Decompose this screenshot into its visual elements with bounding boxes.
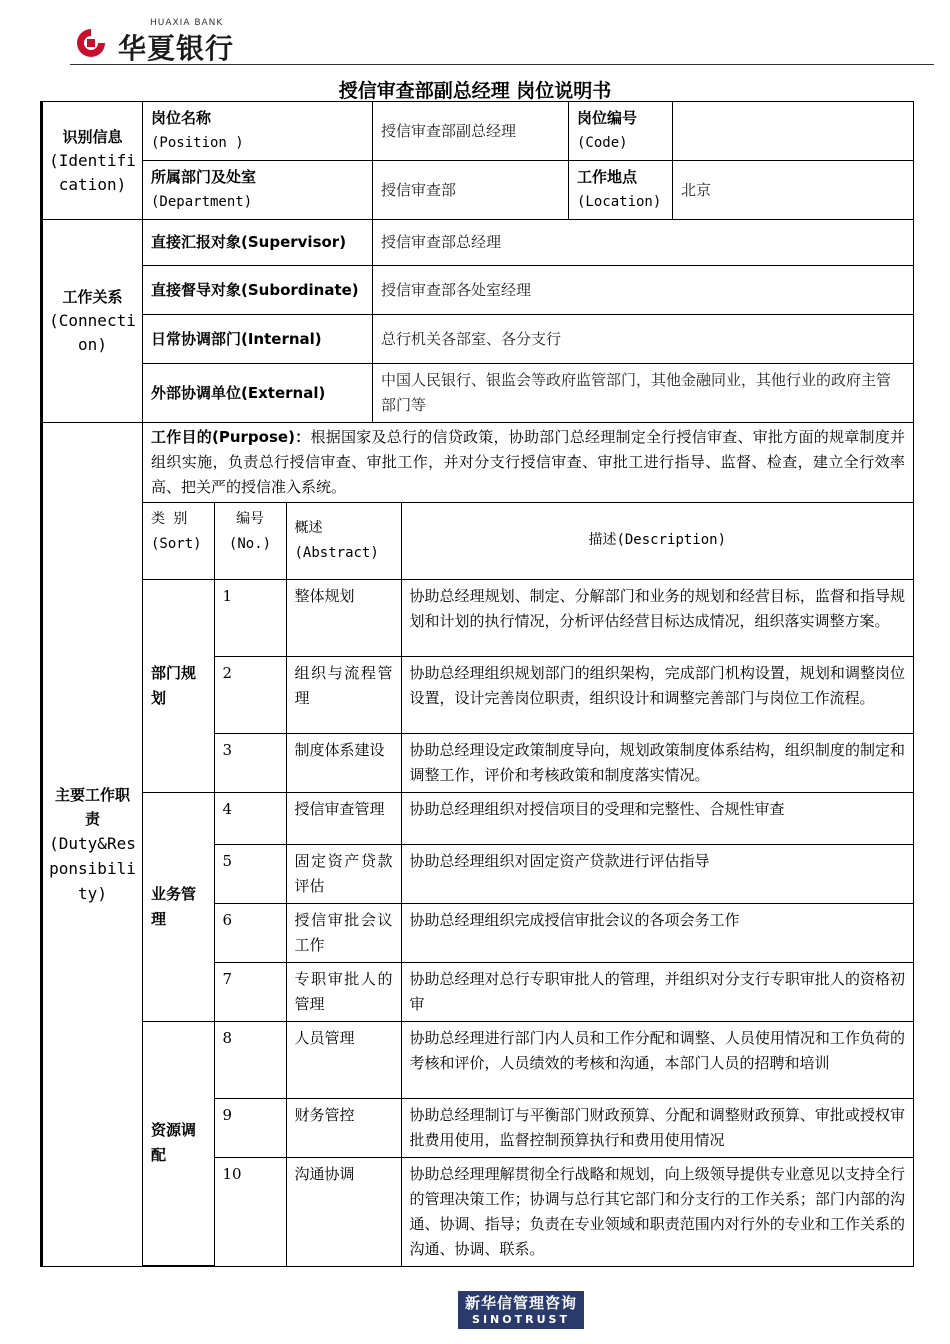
subordinate-label: 直接督导对象(Subordinate) <box>143 266 373 315</box>
duty-description: 协助总经理进行部门内人员和工作分配和调整、人员使用情况和工作负荷的考核和评价，人员绩效的考核和沟通，本部门人员的招聘和培训 <box>401 1021 913 1098</box>
department-value: 授信审查部 <box>373 161 569 220</box>
duty-abstract: 财务管控 <box>286 1098 401 1157</box>
duty-abstract: 专职审批人的管理 <box>286 962 401 1021</box>
duty-description: 协助总经理组织完成授信审批会议的各项会务工作 <box>401 903 913 962</box>
code-label: 岗位编号 (Code) <box>569 102 673 161</box>
duty-abstract: 授信审查管理 <box>286 792 401 844</box>
duty-abstract: 组织与流程管理 <box>286 656 401 733</box>
sort-cell: 部门规划 <box>143 579 214 792</box>
duty-abstract: 整体规划 <box>286 579 401 656</box>
sinotrust-footer-logo <box>458 1291 584 1329</box>
code-value <box>673 102 914 161</box>
external-label: 外部协调单位(External) <box>143 364 373 423</box>
job-description-table <box>40 101 914 1267</box>
duty-description: 协助总经理对总行专职审批人的管理，并组织对分支行专职审批人的资格初审 <box>401 962 913 1021</box>
sort-header: 类 别(Sort) <box>143 503 214 579</box>
duty-abstract: 制度体系建设 <box>286 733 401 792</box>
duty-description: 协助总经理规划、制定、分解部门和业务的规划和经营目标，监督和指导规划和计划的执行情况，分析评估经营目标达成情况，组织落实调整方案。 <box>401 579 913 656</box>
internal-value: 总行机关各部室、各分支行 <box>373 315 914 364</box>
duty-row <box>143 733 913 792</box>
duty-table-header <box>143 503 913 579</box>
position-label: 岗位名称 (Position ) <box>143 102 373 161</box>
description-header: 描述(Description) <box>401 503 913 579</box>
page-header <box>0 0 950 80</box>
duty-no: 9 <box>214 1098 286 1157</box>
duty-row <box>143 656 913 733</box>
duty-no: 2 <box>214 656 286 733</box>
sort-cell: 业务管理 <box>143 792 214 1021</box>
external-value: 中国人民银行、银监会等政府监管部门，其他金融同业，其他行业的政府主管部门等 <box>373 364 914 423</box>
duty-row <box>143 792 913 844</box>
internal-label: 日常协调部门(Internal) <box>143 315 373 364</box>
duty-row <box>143 579 913 656</box>
duty-abstract: 固定资产贷款评估 <box>286 844 401 903</box>
duty-row <box>143 1157 913 1266</box>
ident-category: 识别信息 (Identification) <box>42 102 143 220</box>
abstract-header: 概述(Abstract) <box>286 503 401 579</box>
document-title: 授信审查部副总经理 岗位说明书 <box>338 80 612 102</box>
duty-table <box>143 503 913 1266</box>
bank-name-en: HUAXIA BANK <box>150 18 224 28</box>
supervisor-value: 授信审查部总经理 <box>373 220 914 266</box>
position-value: 授信审查部副总经理 <box>373 102 569 161</box>
duty-no: 10 <box>214 1157 286 1266</box>
duty-no: 7 <box>214 962 286 1021</box>
duty-no: 1 <box>214 579 286 656</box>
duty-category: 主要工作职责 (Duty&Responsibility) <box>42 423 143 1267</box>
duty-no: 4 <box>214 792 286 844</box>
bank-name-cn: 华夏银行 <box>118 32 235 65</box>
duty-description: 协助总经理制订与平衡部门财政预算、分配和调整财政预算、审批或授权审批费用使用，监督控制预算执行和费用使用情况 <box>401 1098 913 1157</box>
duty-no: 8 <box>214 1021 286 1098</box>
purpose-cell <box>143 423 914 503</box>
duty-row <box>143 1021 913 1098</box>
duty-no: 6 <box>214 903 286 962</box>
duty-row <box>143 962 913 1021</box>
duty-row <box>143 844 913 903</box>
department-label: 所属部门及处室 (Department) <box>143 161 373 220</box>
duty-abstract: 授信审批会议工作 <box>286 903 401 962</box>
duty-abstract: 沟通协调 <box>286 1157 401 1266</box>
purpose-text: 根据国家及总行的信贷政策，协助部门总经理制定全行授信审查、审批方面的规章制度并组织实施，负责总行授信审查、审批工作，并对分支行授信审查、审批工进行指导、监督、检查，建立全行效率高、把关严的授信准入系统。 <box>151 428 905 496</box>
no-header: 编号(No.) <box>214 503 286 579</box>
duty-description: 协助总经理组织对固定资产贷款进行评估指导 <box>401 844 913 903</box>
footer-name-cn: 新华信管理咨询 <box>464 1294 577 1312</box>
duty-abstract: 人员管理 <box>286 1021 401 1098</box>
duty-detail-cell <box>143 503 914 1267</box>
duty-no: 3 <box>214 733 286 792</box>
supervisor-label: 直接汇报对象(Supervisor) <box>143 220 373 266</box>
duty-description: 协助总经理理解贯彻全行战略和规划，向上级领导提供专业意见以支持全行的管理决策工作；协调与总行其它部门和分支行的工作关系；部门内部的沟通、协调、指导；负责在专业领域和职责范围内对行外的专业和工作关系的沟通、协调、联系。 <box>401 1157 913 1266</box>
header-divider <box>70 64 934 65</box>
footer-name-en: SINOTRUST <box>472 1313 570 1326</box>
sort-cell: 资源调配 <box>143 1021 214 1266</box>
duty-description: 协助总经理组织对授信项目的受理和完整性、合规性审查 <box>401 792 913 844</box>
duty-row <box>143 903 913 962</box>
location-value: 北京 <box>673 161 914 220</box>
duty-description: 协助总经理组织规划部门的组织架构，完成部门机构设置，规划和调整岗位设置，设计完善岗位职责，组织设计和调整完善部门与岗位工作流程。 <box>401 656 913 733</box>
huaxia-bank-logo-icon <box>72 26 110 60</box>
duty-description: 协助总经理设定政策制度导向，规划政策制度体系结构，组织制度的制定和调整工作，评价和考核政策和制度落实情况。 <box>401 733 913 792</box>
relation-category: 工作关系 (Connection) <box>42 220 143 423</box>
location-label: 工作地点 (Location) <box>569 161 673 220</box>
subordinate-value: 授信审查部各处室经理 <box>373 266 914 315</box>
purpose-label: 工作目的(Purpose)： <box>151 428 311 446</box>
duty-no: 5 <box>214 844 286 903</box>
duty-row <box>143 1098 913 1157</box>
